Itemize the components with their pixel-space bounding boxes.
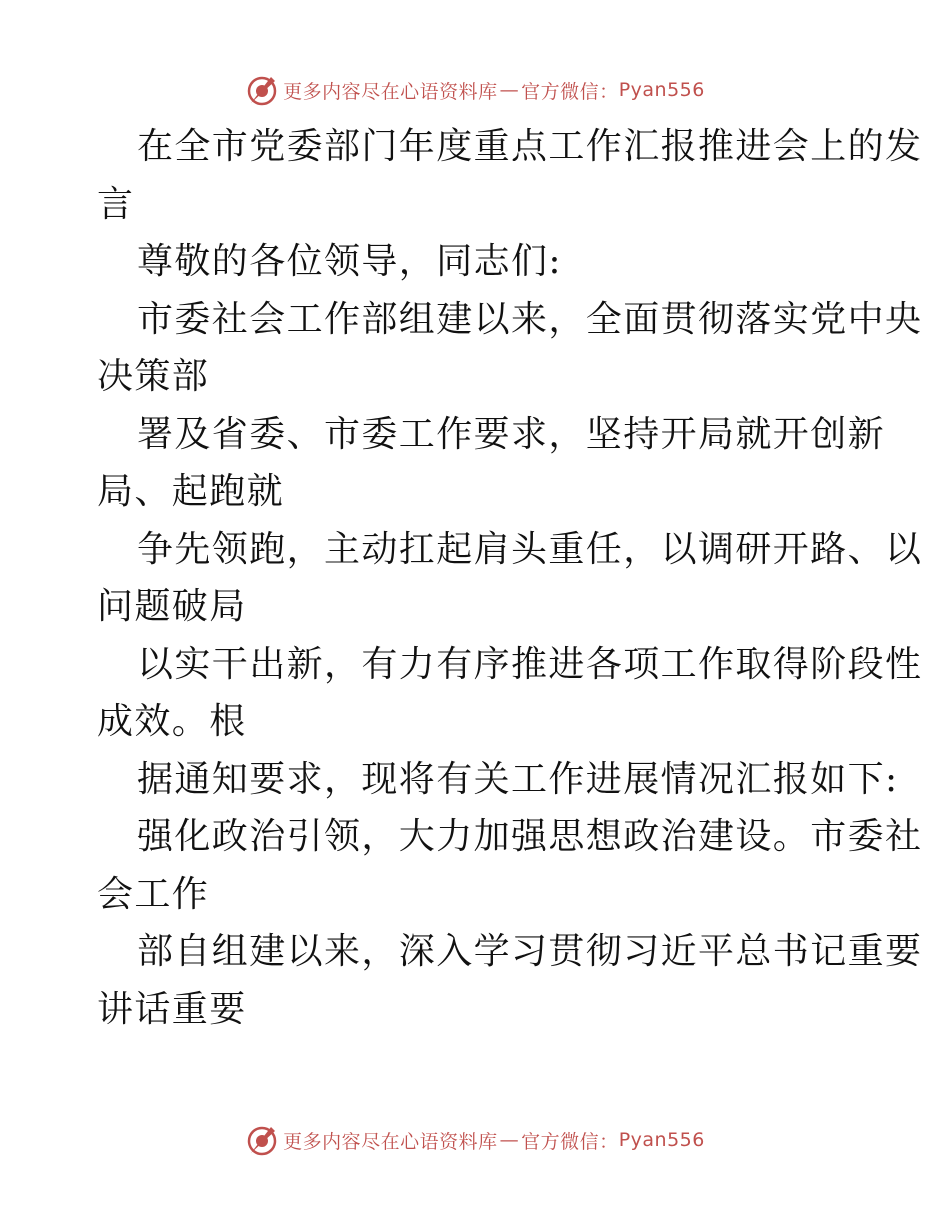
document-title-line: 言	[97, 183, 135, 225]
document-body	[97, 118, 923, 1038]
paragraph-line: 问题破局	[97, 586, 247, 627]
watermark-wechat-id: Pyan556	[618, 79, 705, 101]
paragraph-line: 以实干出新，有力有序推进各项工作取得阶段性	[137, 643, 923, 685]
salutation-line: 尊敬的各位领导，同志们:	[137, 241, 562, 282]
header-watermark	[0, 70, 950, 110]
paragraph-line: 市委社会工作部组建以来，全面贯彻落实党中央	[137, 298, 923, 340]
paragraph-line: 讲话重要	[97, 988, 247, 1030]
paragraph-line: 局、起跑就	[97, 471, 285, 512]
watermark-text: 更多内容尽在心语资料库	[283, 80, 498, 103]
watermark-text: 更多内容尽在心语资料库	[283, 1130, 498, 1153]
watermark-separator: —	[499, 1129, 520, 1151]
watermark-wechat-label: 官方微信：	[521, 1130, 619, 1153]
watermark-wechat-id: Pyan556	[618, 1129, 705, 1151]
paragraph-line: 会工作	[97, 873, 210, 915]
paragraph-line: 决策部	[97, 356, 210, 397]
paragraph-line: 成效。根	[97, 701, 247, 742]
quill-logo-icon	[245, 1123, 279, 1157]
document-title-line: 在全市党委部门年度重点工作汇报推进会上的发	[137, 126, 923, 167]
quill-logo-icon	[245, 73, 279, 107]
paragraph-line: 强化政治引领，大力加强思想政治建设。市委社	[137, 816, 923, 857]
paragraph-line: 部自组建以来，深入学习贯彻习近平总书记重要	[137, 931, 923, 972]
paragraph-line: 署及省委、市委工作要求，坚持开局就开创新	[137, 413, 886, 455]
watermark-separator: —	[499, 79, 520, 101]
paragraph-line: 据通知要求，现将有关工作进展情况汇报如下:	[137, 758, 899, 800]
watermark-wechat-label: 官方微信：	[521, 80, 619, 103]
footer-watermark	[0, 1120, 950, 1160]
paragraph-line: 争先领跑，主动扛起肩头重任，以调研开路、以	[137, 528, 923, 570]
